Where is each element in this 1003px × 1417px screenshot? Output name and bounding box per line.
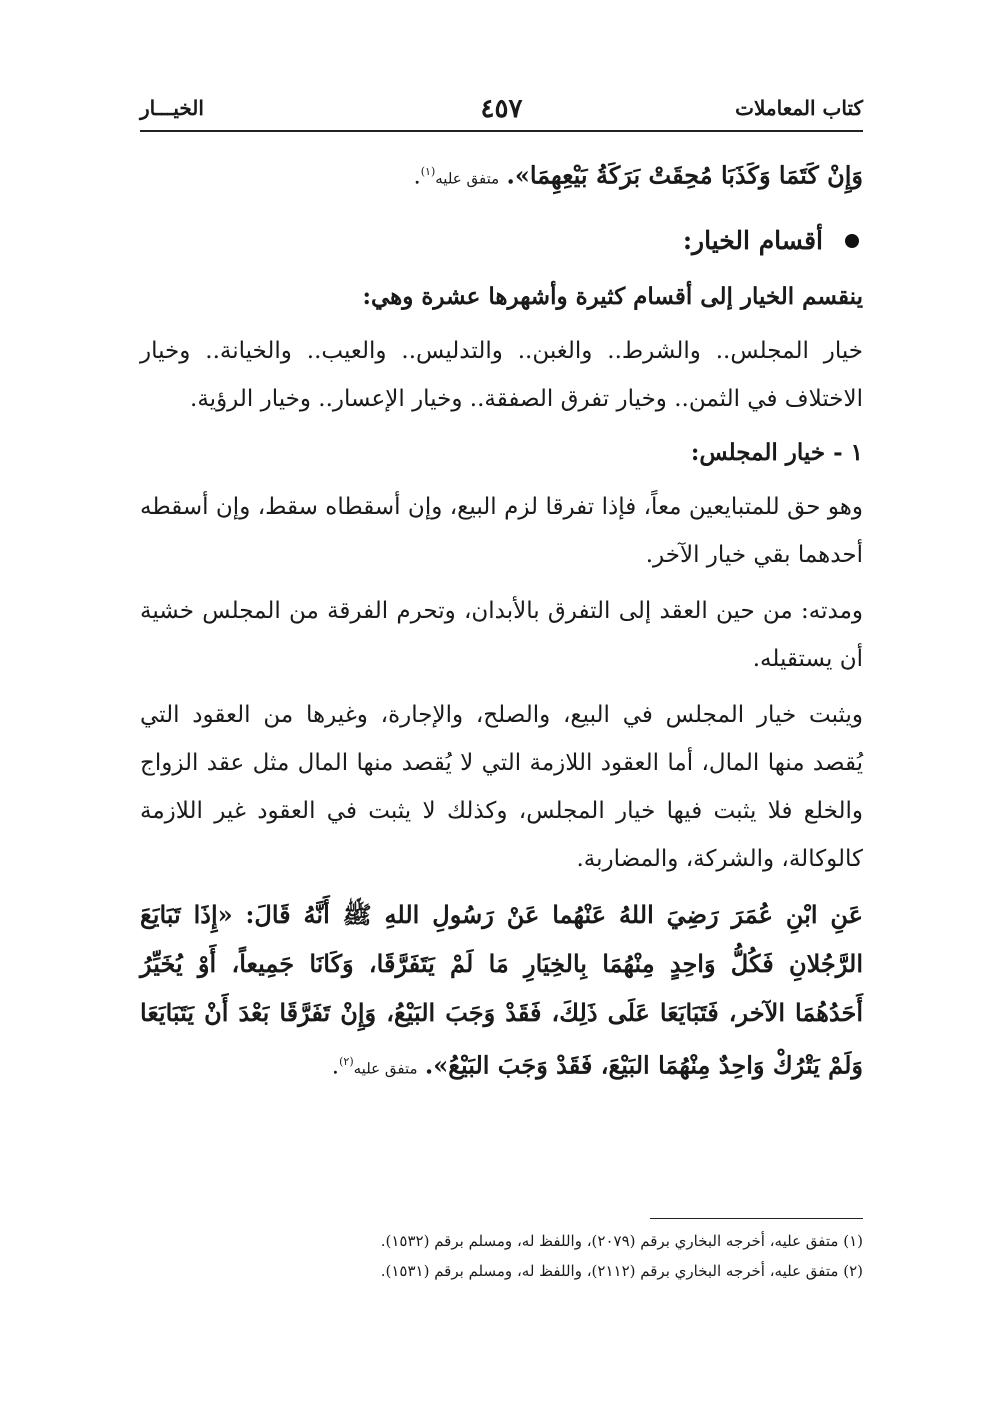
hadith-end-source: متفق عليه xyxy=(435,169,500,188)
section-heading xyxy=(140,217,863,265)
header-divider xyxy=(140,130,863,132)
page-body xyxy=(140,148,863,1092)
hadith-source: متفق عليه xyxy=(353,1059,418,1078)
paragraph-duration: ومدته: من حين العقد إلى التفرق بالأبدان، وتحرم الفرقة من المجلس خشية أن يستقيله. xyxy=(140,597,863,672)
hadith-continuation: وَإِنْ كَتَمَا وَكَذَبَا مُحِقَتْ بَرَكَةُ بَيْعِهِمَا». متفق عليه$^{(١)}$. xyxy=(413,160,863,190)
hadith-paragraph: عَنِ ابْنِ عُمَرَ رَضِيَ اللهُ عَنْهُما عَنْ رَسُولِ اللهِ ﷺ أَنَّهُ قَالَ: «إِذَا تَبَايَعَ الرَّجُلانِ فَكُلُّ وَاحِدٍ مِنْهُمَا بِالخِيَارِ مَا لَمْ يَتَفَرَّقَا، وَكَانَا جَمِيعاً، أَوْ يُخَيِّرُ أَحَدُهُمَا الآخر، فَتَبَايَعَا عَلَى ذَلِكَ، فَقَدْ وَجَبَ البَيْعُ، وَإِنْ تَفَرَّقَا بَعْدَ أَنْ يَتَبَايَعَا وَلَمْ يَتْرُكْ وَاحِدٌ مِنْهُمَا البَيْعَ، فَقَدْ وَجَبَ البَيْعُ». متفق عليه$^{(٢)}$. xyxy=(140,899,863,1080)
paragraph-definition: وهو حق للمتبايعين معاً، فإذا تفرقا لزم البيع، وإن أسقطاه سقط، وإن أسقطه أحدهما بقي خيار الآخر. xyxy=(140,493,863,568)
subsection-title: ١ - خيار المجلس: xyxy=(690,438,863,466)
page-header xyxy=(140,96,863,132)
paragraph-scope: ويثبت خيار المجلس في البيع، والصلح، والإجارة، وغيرها من العقود التي يُقصد منها المال، أما العقود اللازمة التي لا يُقصد منها المال مثل عقد الزواج والخلع فلا يثبت فيها خيار المجلس، وكذلك لا يثبت في العقود غير اللازمة كالوكالة، والشركة، والمضاربة. xyxy=(140,701,863,872)
footnote-2: (٢) متفق عليه، أخرجه البخاري برقم (٢١١٢)، واللفظ له، ومسلم برقم (١٥٣١). xyxy=(380,1262,863,1280)
bullet-icon xyxy=(845,234,859,248)
section-intro: ينقسم الخيار إلى أقسام كثيرة وأشهرها عشرة وهي: xyxy=(362,282,863,310)
hadith-end-text: وَإِنْ كَتَمَا وَكَذَبَا مُحِقَتْ بَرَكَةُ بَيْعِهِمَا». xyxy=(506,160,863,190)
footnote-divider xyxy=(650,1218,863,1219)
footnotes xyxy=(140,1226,863,1286)
footnote-1: (١) متفق عليه، أخرجه البخاري برقم (٢٠٧٩)، واللفظ له، ومسلم برقم (١٥٣٢). xyxy=(380,1232,863,1250)
footnote-ref-2: (٢) xyxy=(339,1054,354,1068)
options-list-paragraph: خيار المجلس.. والشرط.. والغبن.. والتدليس.. والعيب.. والخيانة.. وخيار الاختلاف في الثمن.. وخيار تفرق الصفقة.. وخيار الإعسار.. وخيار الرؤية. xyxy=(140,337,863,412)
section-title: أقسام الخيار: xyxy=(682,225,823,255)
page-number: ٤٥٧ xyxy=(480,94,523,124)
chapter-title: الخيـــار xyxy=(140,96,204,120)
footnote-ref-1: (١) xyxy=(420,165,436,178)
hadith-text: عَنِ ابْنِ عُمَرَ رَضِيَ اللهُ عَنْهُما عَنْ رَسُولِ اللهِ ﷺ أَنَّهُ قَالَ: «إِذَا تَبَايَعَ الرَّجُلانِ فَكُلُّ وَاحِدٍ مِنْهُمَا بِالخِيَارِ مَا لَمْ يَتَفَرَّقَا، وَكَانَا جَمِيعاً، أَوْ يُخَيِّرُ أَحَدُهُمَا الآخر، فَتَبَايَعَا عَلَى ذَلِكَ، فَقَدْ وَجَبَ البَيْعُ، وَإِنْ تَفَرَّقَا بَعْدَ أَنْ يَتَبَايَعَا وَلَمْ يَتْرُكْ وَاحِدٌ مِنْهُمَا البَيْعَ، فَقَدْ وَجَبَ البَيْعُ». xyxy=(140,899,863,1080)
book-title: كتاب المعاملات xyxy=(735,96,863,120)
